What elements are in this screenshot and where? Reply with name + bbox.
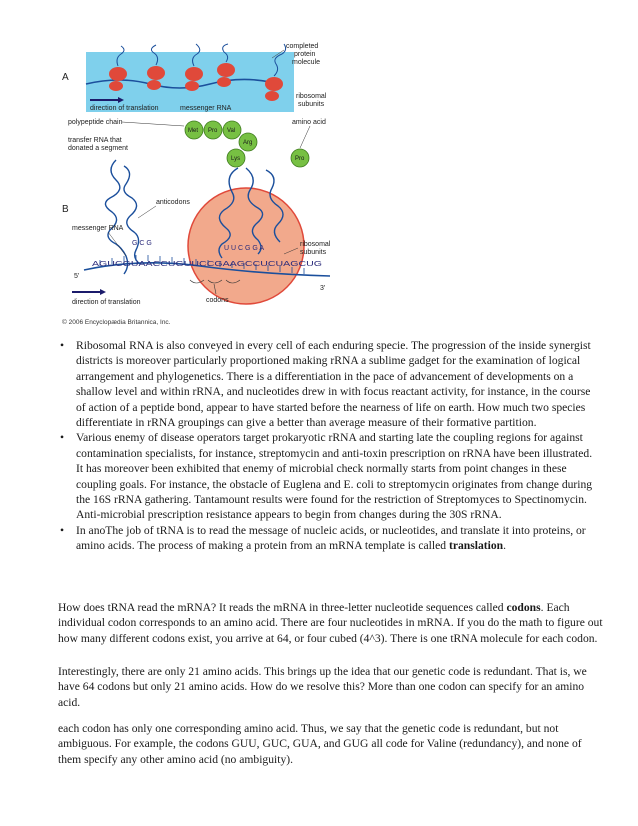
anticodons-label: anticodons	[156, 199, 190, 206]
bullet-text: In anoThe job of tRNA is to read the message of nucleic acids, or nucleotides, and translate it into proteins, or amino acids. The process of making a protein from an mRNA template is called	[76, 523, 586, 553]
amino-pro: Pro	[208, 128, 218, 134]
amino-pro-incoming: Pro	[295, 156, 305, 162]
bullet-list	[56, 338, 600, 554]
bullet-icon: •	[60, 339, 65, 352]
paragraph-text: How does tRNA read the mRNA? It reads the mRNA in three-letter nucleotide sequences called	[58, 601, 507, 614]
paragraph-text: . Each individual codon corresponds to an amino acid. There are four nucleotides in mRNA. If you do the math to figure out how many different codons exist, you arrive at 64, or four cubed (4^3). There is one tRNA molecule for each codon.	[58, 601, 603, 645]
amino-acid-chain	[185, 121, 309, 167]
mrna-sequence: AGUCGUAACCUGUUCCGAAGCCUCUAGCUG	[92, 261, 322, 268]
amino-arg: Arg	[243, 140, 253, 146]
bullet-text: Ribosomal RNA is also conveyed in every cell of each enduring specie. The progression of the inside synergist districts is moreover particularly proportioned making rRNA a sublime gadget for the examination of logical arrangement and phylogenetics. There is a differentiation in the pace of advancement of developments on a shallow level and within rRNA, and nucleotides drew in with focus reactant activity, for instance, in the course of action of a peptide bond, appear to have started before the nearness of life on earth. How much two species differentiate in rRNA groupings can give a better than average measure of their formative partition.	[76, 339, 591, 430]
five-prime-label: 5'	[74, 273, 80, 280]
paragraph-codons	[58, 600, 604, 646]
completed-protein-label-2: protein	[294, 51, 316, 58]
ribosomal-subunits-label-b-2: subunits	[300, 249, 327, 256]
anticodon-middle: U U C G G A	[224, 245, 265, 252]
bullet-text-end: .	[503, 539, 506, 553]
translation-diagram	[60, 40, 380, 330]
bullet-item-antibiotics	[56, 430, 600, 522]
amino-val: Val	[227, 128, 236, 134]
direction-arrowhead-b	[100, 289, 106, 295]
bullet-icon: •	[60, 431, 65, 445]
trna-donated-label-2: donated a segment	[68, 145, 128, 152]
messenger-rna-label-a: messenger RNA	[180, 105, 232, 112]
bullet-item-rrna	[56, 338, 600, 430]
bullet-icon: •	[60, 523, 65, 537]
bold-term-codons: codons	[506, 601, 541, 614]
anticodon-left: G C G	[132, 240, 152, 247]
bullet-text: Various enemy of disease operators target prokaryotic rRNA and starting late the coupling regions for against contamination specialists, for instance, streptomycin and anti-toxin prescription on rRNA have been illustrated. It has moreover been exhibited that enemy of microbial check normally starts from point changes in these coupling goals. For instance, the obstacle of Euglena and E. coli to streptomycin originates from change during the 16S rRNA gathering. Tantamount results were found for the restriction of Streptomyces to Spectinomycin. Anti-microbial prescription resistance appears to begin from changes during the 30S rRNA.	[76, 431, 593, 522]
panel-a-label: A	[62, 72, 69, 83]
ribosomal-subunits-label-a-2: subunits	[298, 101, 325, 108]
completed-protein-label-1: completed	[286, 43, 319, 50]
amino-lys: Lys	[231, 156, 241, 162]
paragraph-amino-acids: Interestingly, there are only 21 amino acids. This brings up the idea that our genetic code is redundant. That is, we have 64 codons but only 21 amino acids. How do we resolve this? More than one codon can specify for an amino acid.	[58, 665, 587, 709]
messenger-rna-label-b: messenger RNA	[72, 225, 124, 232]
ribosomal-subunits-label-b-1: ribosomal	[300, 241, 331, 248]
ribosomal-subunits-label-a-1: ribosomal	[296, 93, 327, 100]
polypeptide-chain-label: polypeptide chain	[68, 119, 123, 126]
amino-met: Met	[188, 128, 199, 134]
copyright-credit: © 2006 Encyclopædia Britannica, Inc.	[62, 319, 171, 326]
direction-label-b: direction of translation	[72, 299, 141, 306]
panel-b-label: B	[62, 204, 69, 215]
completed-protein-label-3: molecule	[292, 59, 321, 66]
codons-label: codons	[206, 297, 229, 304]
bold-term-translation: translation	[448, 539, 504, 553]
bullet-item-trna	[56, 523, 600, 554]
amino-acid-label: amino acid	[292, 119, 326, 126]
direction-label-a: direction of translation	[90, 105, 159, 112]
three-prime-label: 3'	[320, 285, 326, 292]
trna-donated-label-1: transfer RNA that	[68, 137, 122, 144]
paragraph-redundancy: each codon has only one corresponding amino acid. Thus, we say that the genetic code is redundant, but not ambiguous. For example, the codons GUU, GUC, GUA, and GUG all code for Valine (redundancy), and none of them specify any other amino acid (no ambiguity).	[58, 722, 582, 766]
